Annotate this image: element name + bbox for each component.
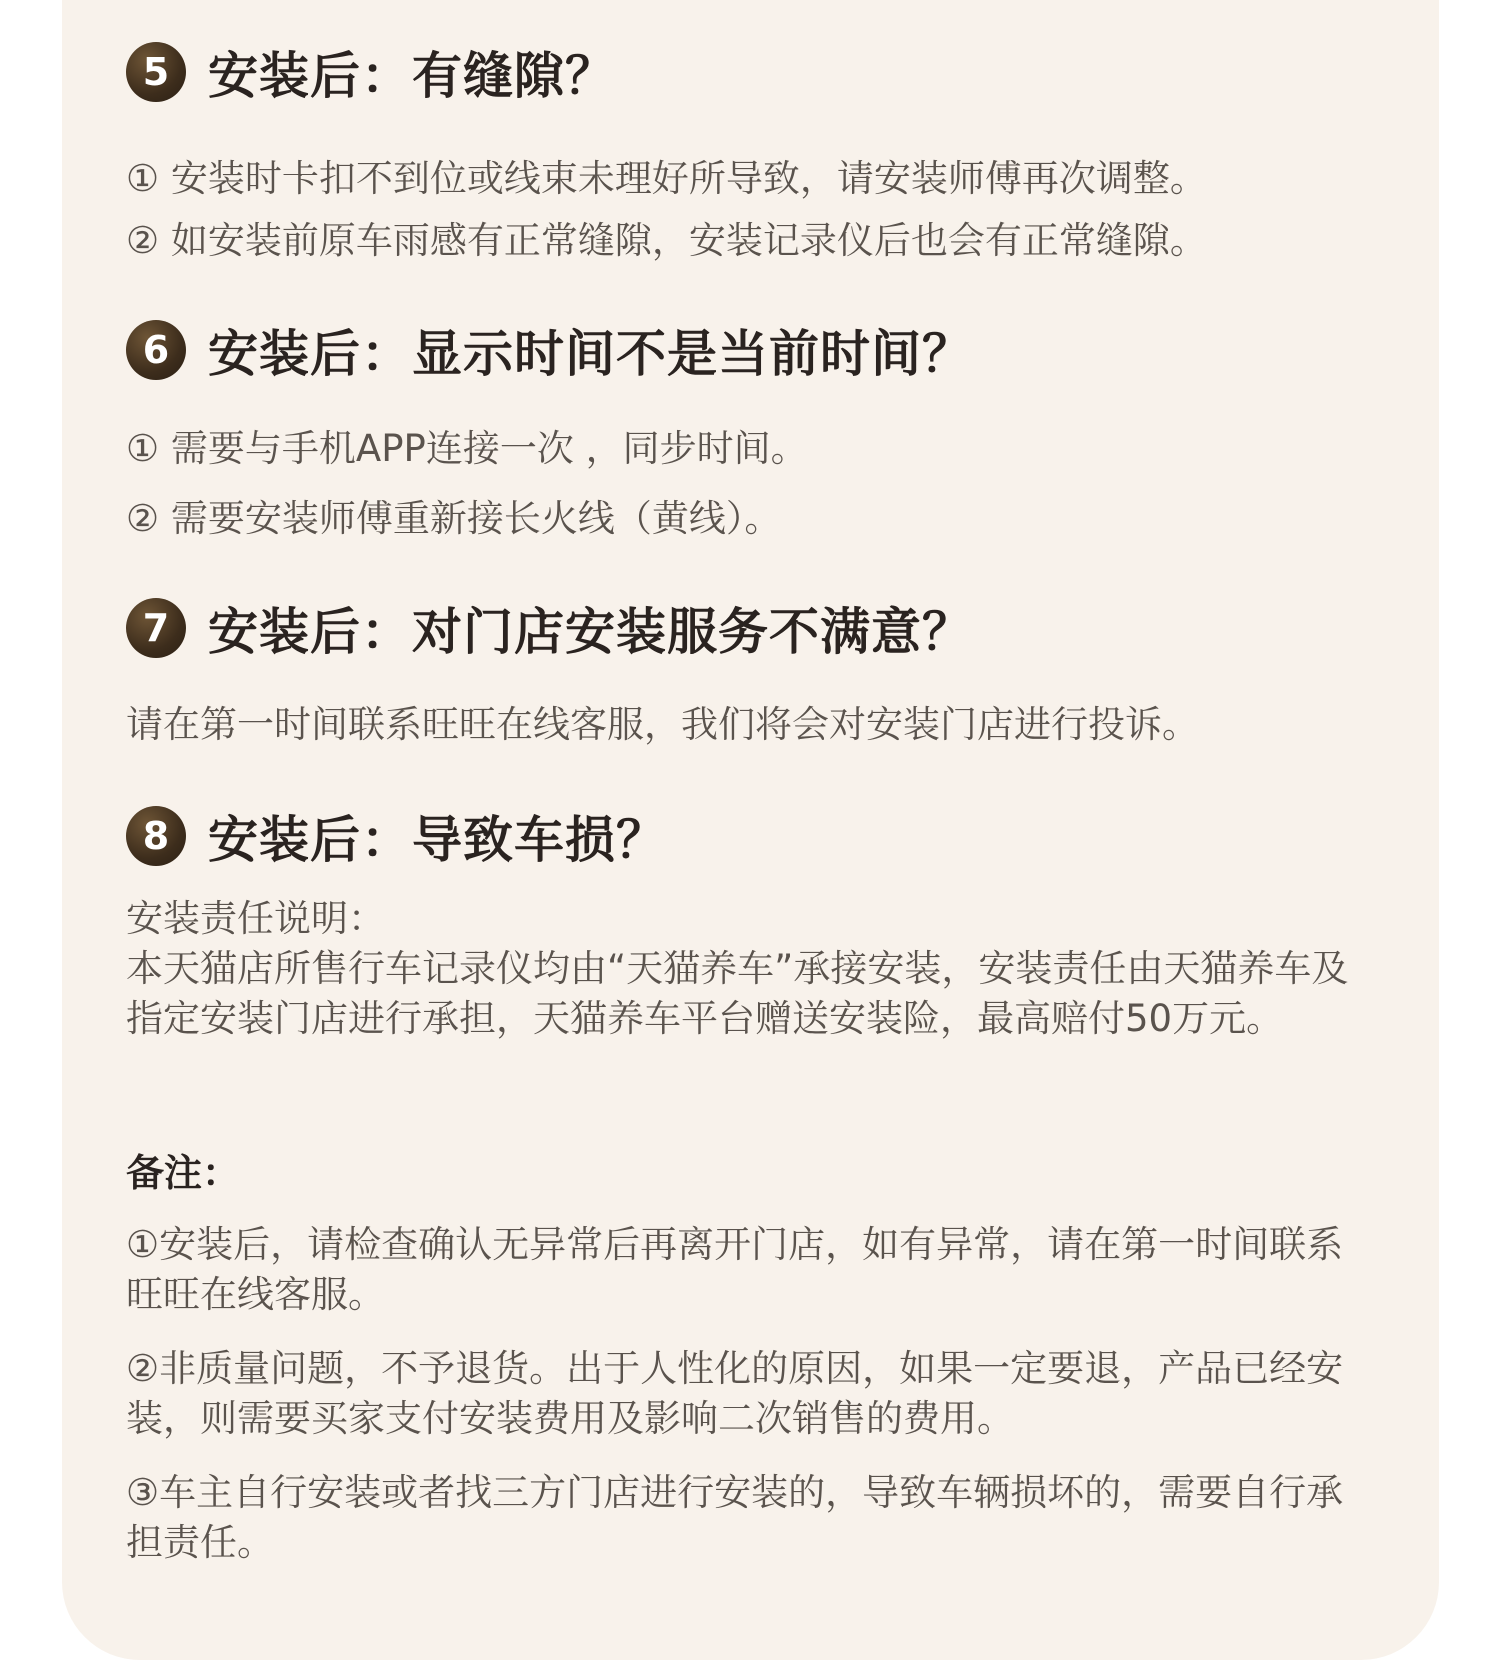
- section-title: 安装后：显示时间不是当前时间？: [208, 325, 973, 383]
- section-title: 安装后：导致车损？: [208, 811, 667, 869]
- answer-line: ① 安装时卡扣不到位或线束未理好所导致，请安装师傅再次调整。: [126, 157, 1207, 200]
- note-item: ①安装后，请检查确认无异常后再离开门店，如有异常，请在第一时间联系旺旺在线客服。: [126, 1223, 1344, 1316]
- number-badge: 8: [126, 806, 186, 866]
- section-heading: [126, 800, 1376, 872]
- section-title: 安装后：有缝隙？: [208, 47, 616, 105]
- section-title: 安装后：对门店安装服务不满意？: [208, 603, 973, 661]
- note-item: ③车主自行安装或者找三方门店进行安装的，导致车辆损坏的，需要自行承担责任。: [126, 1471, 1344, 1564]
- section-heading: [126, 36, 1376, 108]
- number-badge: 5: [126, 42, 186, 102]
- faq-section-6: [126, 314, 1376, 544]
- notes-section: [126, 1148, 1376, 1568]
- section-heading: [126, 314, 1376, 386]
- answer-line: ② 如安装前原车雨感有正常缝隙，安装记录仪后也会有正常缝隙。: [126, 219, 1207, 262]
- notes-title: 备注：: [126, 1151, 241, 1195]
- faq-section-5: [126, 36, 1376, 266]
- section-heading: [126, 592, 1376, 664]
- answer-line: ① 需要与手机APP连接一次 ，同步时间。: [126, 427, 808, 470]
- responsibility-label: 安装责任说明：: [126, 897, 385, 940]
- answer-line: ② 需要安装师傅重新接长火线（黄线）。: [126, 497, 782, 540]
- faq-section-8: [126, 800, 1376, 1044]
- number-badge: 6: [126, 320, 186, 380]
- responsibility-text: 本天猫店所售行车记录仪均由“天猫养车”承接安装，安装责任由天猫养车及指定安装门店进行承担，天猫养车平台赠送安装险，最高赔付50万元。: [126, 947, 1349, 1040]
- number-badge: 7: [126, 598, 186, 658]
- faq-section-7: [126, 592, 1376, 750]
- answer-line: 请在第一时间联系旺旺在线客服，我们将会对安装门店进行投诉。: [126, 703, 1199, 746]
- note-item: ②非质量问题，不予退货。出于人性化的原因，如果一定要退，产品已经安装，则需要买家支付安装费用及影响二次销售的费用。: [126, 1347, 1344, 1440]
